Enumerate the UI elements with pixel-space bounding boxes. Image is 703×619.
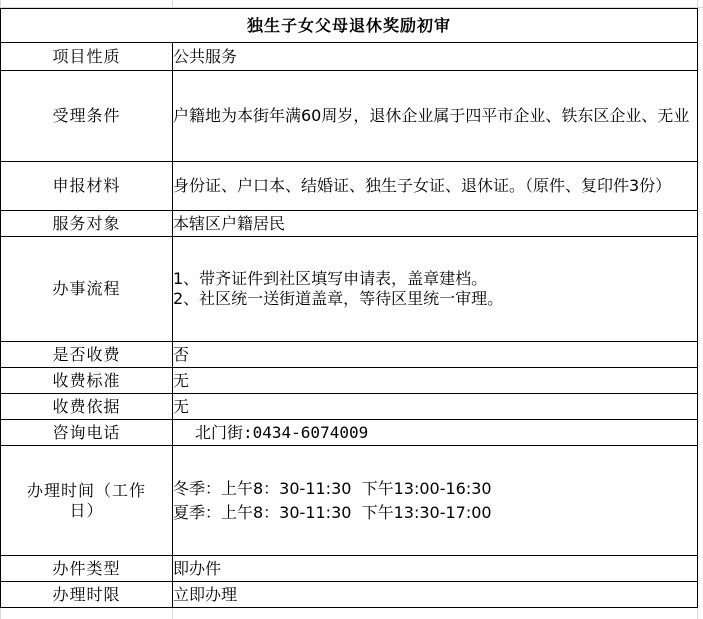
process-step: 2、社区统一送街道盖章，等待区里统一审理。 [173, 289, 504, 308]
row-value [173, 237, 698, 342]
table-row [1, 446, 698, 556]
row-value: 本辖区户籍居民 [173, 211, 698, 237]
service-info-table [0, 8, 698, 608]
row-label: 服务对象 [1, 211, 173, 237]
row-label: 收费依据 [1, 394, 173, 420]
row-value [173, 446, 698, 556]
table-row [1, 162, 698, 211]
row-value: 公共服务 [173, 43, 698, 71]
title-row [1, 9, 698, 43]
row-label: 项目性质 [1, 43, 173, 71]
row-value: 身份证、户口本、结婚证、独生子女证、退休证。（原件、复印件3份） [173, 162, 698, 211]
row-label: 申报材料 [1, 162, 173, 211]
row-label: 办事流程 [1, 237, 173, 342]
process-step: 1、带齐证件到社区填写申请表，盖章建档。 [173, 269, 488, 288]
row-label: 办理时限 [1, 582, 173, 608]
row-label: 办理时间（工作日） [1, 446, 173, 556]
row-value: 户籍地为本街年满60周岁，退休企业属于四平市企业、铁东区企业、无业 [173, 71, 698, 162]
row-label: 咨询电话 [1, 420, 173, 446]
table-row [1, 556, 698, 582]
table-row [1, 71, 698, 162]
summer-hours: 夏季：上午8：30-11:30 下午13:30-17:00 [173, 502, 492, 522]
table-row [1, 394, 698, 420]
table-row [1, 342, 698, 368]
row-label: 收费标准 [1, 368, 173, 394]
row-value: 立即办理 [173, 582, 698, 608]
row-value: 否 [173, 342, 698, 368]
row-value [173, 420, 698, 446]
table-row [1, 43, 698, 71]
row-label: 受理条件 [1, 71, 173, 162]
table-title: 独生子女父母退休奖励初审 [1, 9, 698, 43]
table-row [1, 368, 698, 394]
row-value: 无 [173, 394, 698, 420]
table-row [1, 211, 698, 237]
winter-hours: 冬季：上午8：30-11:30 下午13:00-16:30 [173, 478, 492, 498]
table-row [1, 582, 698, 608]
table-row [1, 420, 698, 446]
phone-number: 北门街:0434-6074009 [195, 422, 369, 442]
row-label: 是否收费 [1, 342, 173, 368]
row-value: 即办件 [173, 556, 698, 582]
row-label: 办件类型 [1, 556, 173, 582]
row-value: 无 [173, 368, 698, 394]
table-row [1, 237, 698, 342]
